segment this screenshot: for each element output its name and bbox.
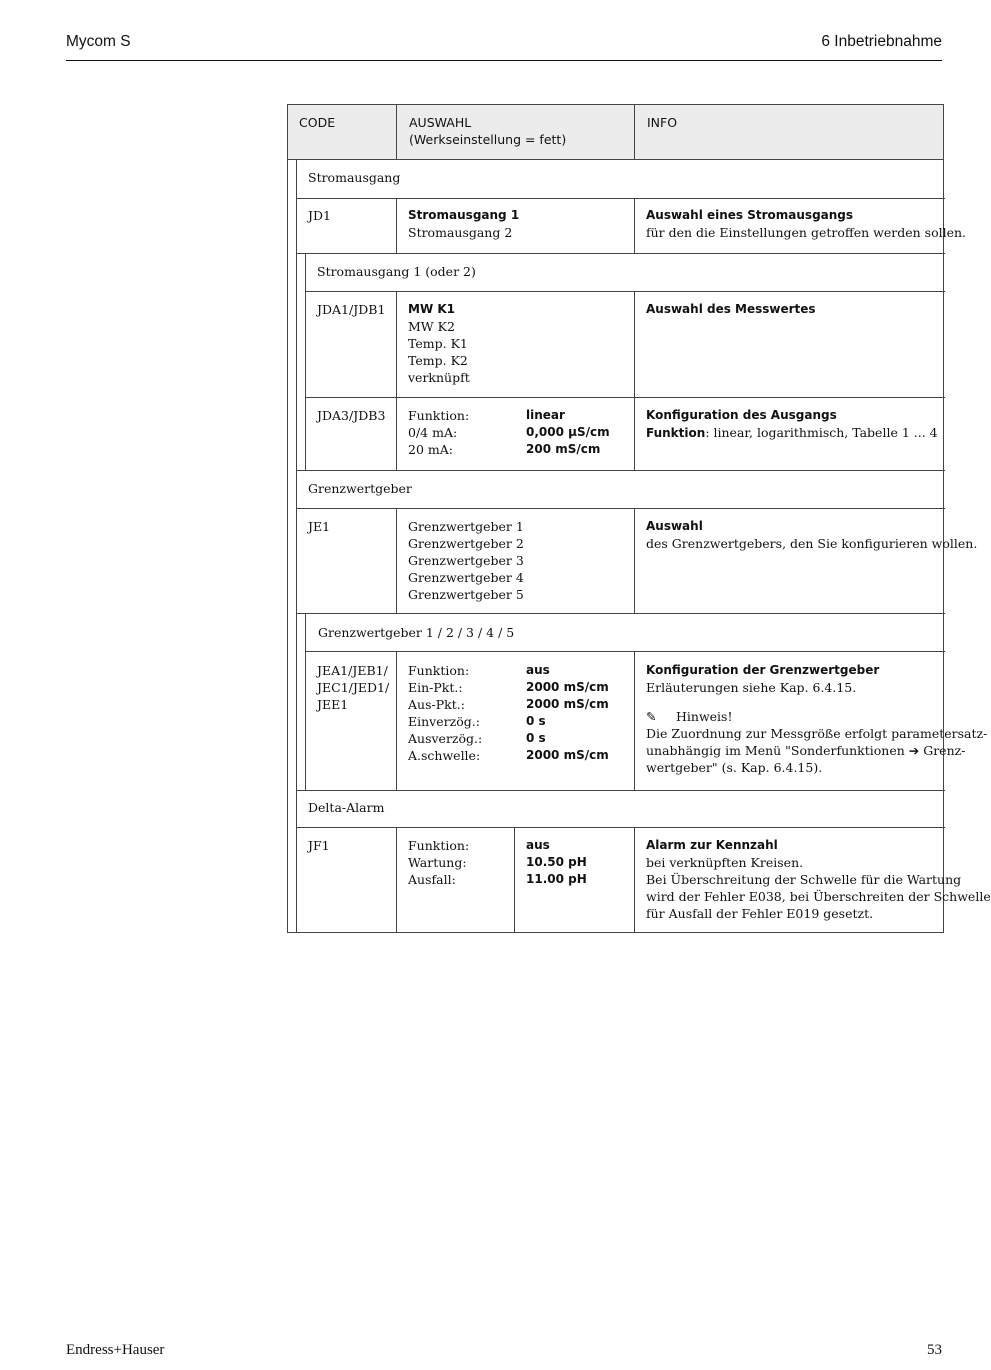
divider [634,508,635,613]
running-header-title: Mycom S [66,33,131,50]
info-line: Bei Überschreitung der Schwelle für die Wartung [646,872,962,887]
divider [514,827,515,933]
note-line: Die Zuordnung zur Messgröße erfolgt parametersatz- [646,726,988,741]
row-info [646,207,966,241]
param-value: 2000 mS/cm [526,697,609,711]
subsection-title: Grenzwertgeber 1 / 2 / 3 / 4 / 5 [318,625,515,640]
code-line: JEE1 [317,697,349,712]
divider [396,827,397,933]
param-value: 0,000 µS/cm [526,425,610,439]
parameter-table [287,104,991,933]
info-text: für den die Einstellungen getroffen werden sollen. [646,225,967,240]
row-code: JDA1/JDB1 [317,302,386,317]
divider [634,105,635,160]
row-values [526,407,610,458]
divider [634,651,635,790]
option: Temp. K2 [408,353,468,368]
option: Stromausgang 2 [408,225,513,240]
info-title: Konfiguration des Ausgangs [646,408,837,422]
footer-brand: Endress+Hauser [66,1342,165,1358]
row-options [408,207,519,241]
code-line: JEC1/JED1/ [317,680,390,695]
row-code [317,662,389,713]
row-options [408,301,470,386]
param-label: Einverzög.: [408,714,480,729]
option: Grenzwertgeber 1 [408,519,524,534]
row-divider [296,827,945,828]
param-value: 10.50 pH [526,855,587,869]
row-values [526,837,587,888]
row-values [526,662,609,764]
section-title: Delta-Alarm [308,800,385,815]
row-divider [296,198,945,199]
divider [396,105,397,160]
divider [396,508,397,613]
row-divider [305,291,945,292]
header-info: INFO [647,115,678,130]
note-line: wertgeber" (s. Kap. 6.4.15). [646,760,823,775]
section-title: Stromausgang [308,170,401,185]
subsection-title: Stromausgang 1 (oder 2) [317,264,476,279]
param-value: 0 s [526,731,546,745]
info-title: Auswahl des Messwertes [646,302,816,316]
info-text: : linear, logarithmisch, Tabelle 1 ... 4 [705,425,938,440]
table-header-row [288,105,943,160]
code-line: JEA1/JEB1/ [317,663,388,678]
option: MW K2 [408,319,455,334]
param-label: Funktion: [408,663,470,678]
param-value: aus [526,838,550,852]
info-title: Alarm zur Kennzahl [646,838,778,852]
info-line: bei verknüpften Kreisen. [646,855,804,870]
option-default: MW K1 [408,302,456,316]
option-default: Stromausgang 1 [408,208,520,222]
info-title: Auswahl [646,519,703,533]
info-text: des Grenzwertgebers, den Sie konfigurieren wollen. [646,536,978,551]
divider [396,198,397,253]
row-info [646,407,938,441]
pencil-note-icon: ✎ [646,709,657,724]
option: Temp. K1 [408,336,468,351]
option: Grenzwertgeber 5 [408,587,524,602]
row-info [646,837,991,922]
option: verknüpft [408,370,470,385]
param-value: 11.00 pH [526,872,587,886]
param-value: aus [526,663,550,677]
row-code: JF1 [308,838,330,853]
row-labels [408,837,469,888]
param-label: Aus-Pkt.: [408,697,465,712]
info-text: Erläuterungen siehe Kap. 6.4.15. [646,680,857,695]
indent-line [305,253,306,470]
row-divider [296,253,945,254]
option: Grenzwertgeber 4 [408,570,524,585]
row-code: JD1 [308,208,331,223]
row-divider [296,470,945,471]
param-value: 2000 mS/cm [526,748,609,762]
header-rule [66,60,942,61]
param-value: 0 s [526,714,546,728]
header-code: CODE [299,115,336,130]
row-divider [305,397,945,398]
param-label: Ausfall: [408,872,456,887]
running-header-chapter: 6 Inbetriebnahme [821,33,942,50]
note-line: unabhängig im Menü "Sonderfunktionen ➔ Grenz- [646,743,966,758]
info-line: für Ausfall der Fehler E019 gesetzt. [646,906,874,921]
param-value: 2000 mS/cm [526,680,609,694]
row-divider [296,613,945,614]
row-labels [408,407,469,458]
info-title: Auswahl eines Stromausgangs [646,208,854,222]
divider [634,827,635,933]
header-auswahl-subtitle: (Werkseinstellung = fett) [409,132,567,147]
row-options [408,518,524,603]
note-heading [646,708,987,725]
param-label: Ein-Pkt.: [408,680,463,695]
info-bold: Funktion [646,426,706,440]
section-title: Grenzwertgeber [308,481,412,496]
param-label: Wartung: [408,855,467,870]
divider [396,291,397,470]
option: Grenzwertgeber 3 [408,553,524,568]
divider [634,198,635,253]
divider [634,291,635,470]
param-label: 20 mA: [408,442,453,457]
row-code: JE1 [308,519,331,534]
row-divider [296,790,945,791]
indent-line [305,613,306,790]
info-title: Konfiguration der Grenzwertgeber [646,663,880,677]
page-number: 53 [927,1342,942,1358]
param-value: linear [526,408,565,422]
row-info [646,301,816,318]
param-label: 0/4 mA: [408,425,458,440]
param-label: A.schwelle: [408,748,481,763]
option: Grenzwertgeber 2 [408,536,524,551]
row-divider [296,508,945,509]
note-label: Hinweis! [676,709,733,724]
info-line: wird der Fehler E038, bei Überschreiten der Schwelle [646,889,991,904]
param-label: Funktion: [408,408,470,423]
row-info [646,518,977,552]
row-divider [305,651,945,652]
row-labels [408,662,482,764]
param-label: Ausverzög.: [408,731,483,746]
header-auswahl-title: AUSWAHL [409,115,472,130]
header-auswahl [409,105,566,159]
divider [396,651,397,790]
param-value: 200 mS/cm [526,442,601,456]
row-code: JDA3/JDB3 [317,408,386,423]
param-label: Funktion: [408,838,470,853]
row-info [646,662,987,776]
indent-line [296,160,297,933]
